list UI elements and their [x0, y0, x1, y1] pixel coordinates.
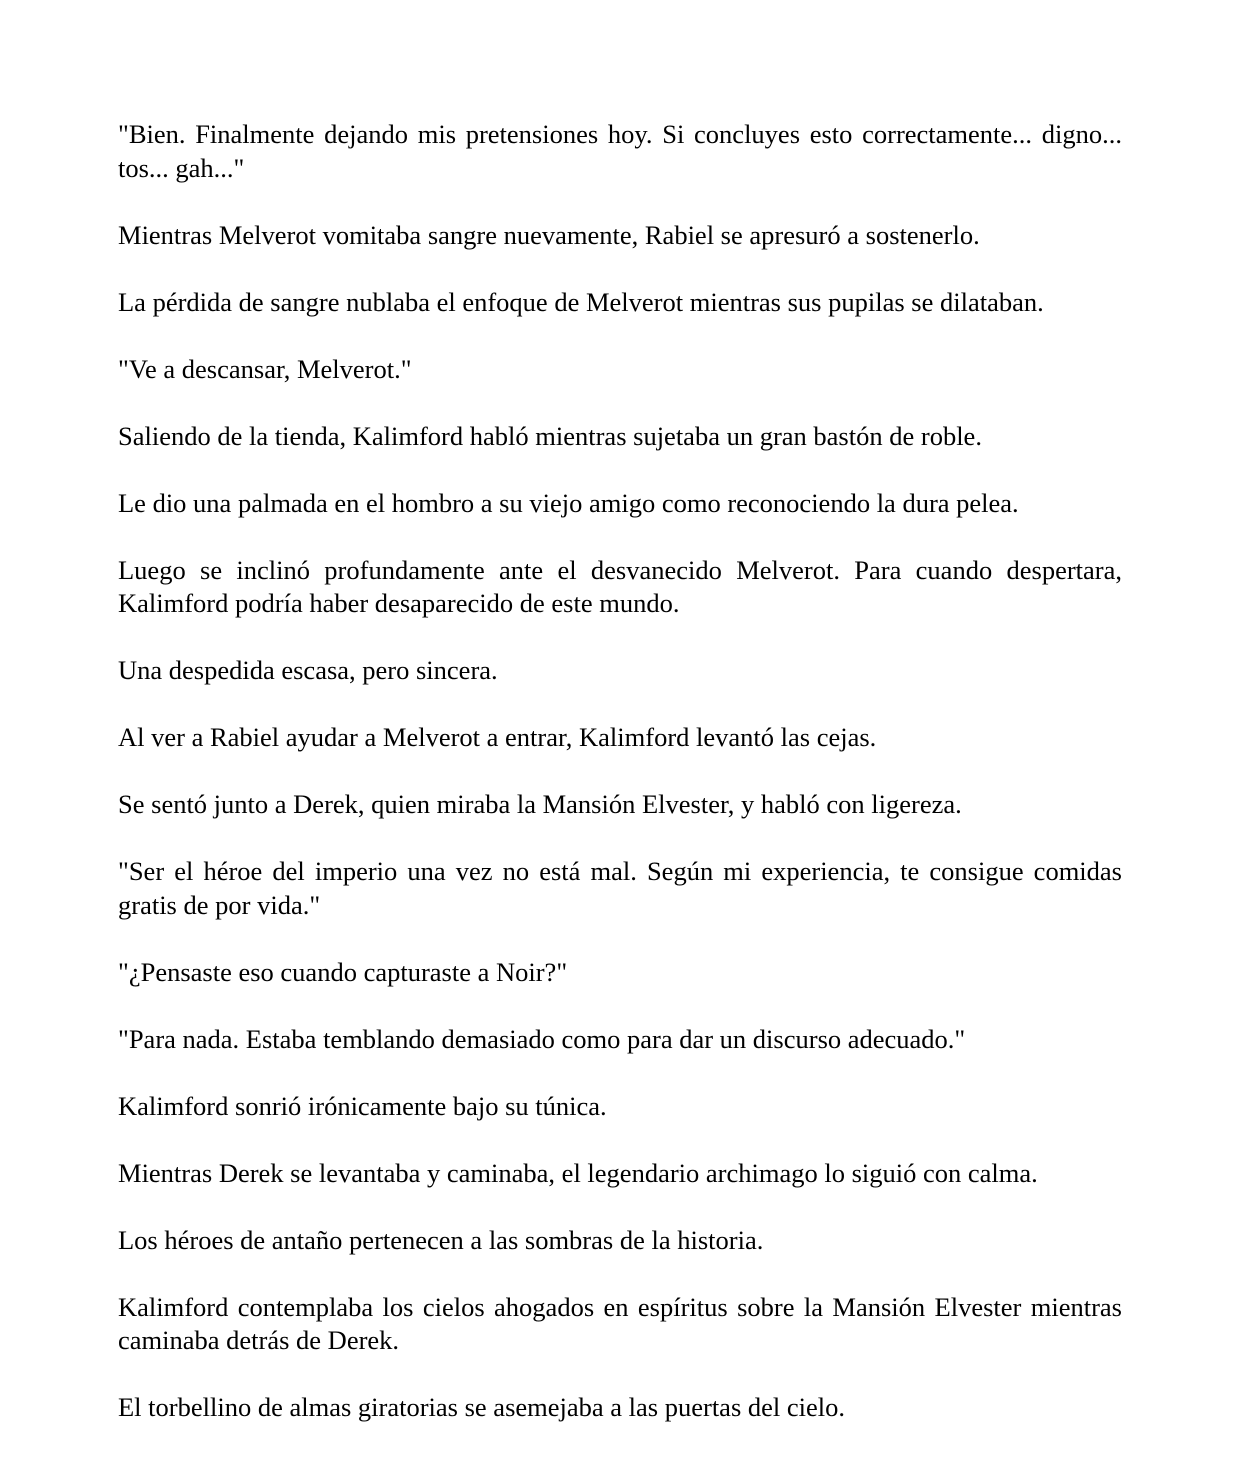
- paragraph: Kalimford contemplaba los cielos ahogados en espíritus sobre la Mansión Elvester mientras caminaba detrás de Derek.: [118, 1291, 1122, 1355]
- paragraph: Se sentó junto a Derek, quien miraba la Mansión Elvester, y habló con ligereza.: [118, 789, 962, 819]
- paragraph: Luego se inclinó profundamente ante el desvanecido Melverot. Para cuando despertara, Kalimford podría haber desaparecido de este mundo.: [118, 554, 1122, 618]
- paragraph: Saliendo de la tienda, Kalimford habló mientras sujetaba un gran bastón de roble.: [118, 420, 982, 451]
- paragraph: "Ser el héroe del imperio una vez no está mal. Según mi experiencia, te consigue comidas gratis de por vida.": [118, 856, 1122, 920]
- paragraph: "¿Pensaste eso cuando capturaste a Noir?": [118, 956, 568, 987]
- paragraph: Le dio una palmada en el hombro a su viejo amigo como reconociendo la dura pelea.: [118, 487, 1019, 518]
- paragraph: Kalimford sonrió irónicamente bajo su túnica.: [118, 1090, 607, 1121]
- paragraph: "Ve a descansar, Melverot.": [118, 353, 412, 384]
- paragraph: Al ver a Rabiel ayudar a Melverot a entrar, Kalimford levantó las cejas.: [118, 722, 877, 752]
- paragraph: Los héroes de antaño pertenecen a las sombras de la historia.: [118, 1224, 764, 1255]
- paragraph: Mientras Derek se levantaba y caminaba, el legendario archimago lo siguió con calma.: [118, 1157, 1038, 1188]
- paragraph: El torbellino de almas giratorias se asemejaba a las puertas del cielo.: [118, 1392, 846, 1422]
- paragraph: Mientras Melverot vomitaba sangre nuevamente, Rabiel se apresuró a sostenerlo.: [118, 219, 980, 250]
- paragraph: La pérdida de sangre nublaba el enfoque de Melverot mientras sus pupilas se dilataban.: [118, 286, 1044, 317]
- paragraph: "Bien. Finalmente dejando mis pretensiones hoy. Si concluyes esto correctamente... digno... tos... gah...": [118, 119, 1122, 183]
- text-column: [118, 118, 1122, 1425]
- paragraph: "Para nada. Estaba temblando demasiado como para dar un discurso adecuado.": [118, 1023, 966, 1054]
- paragraph: Una despedida escasa, pero sincera.: [118, 655, 498, 685]
